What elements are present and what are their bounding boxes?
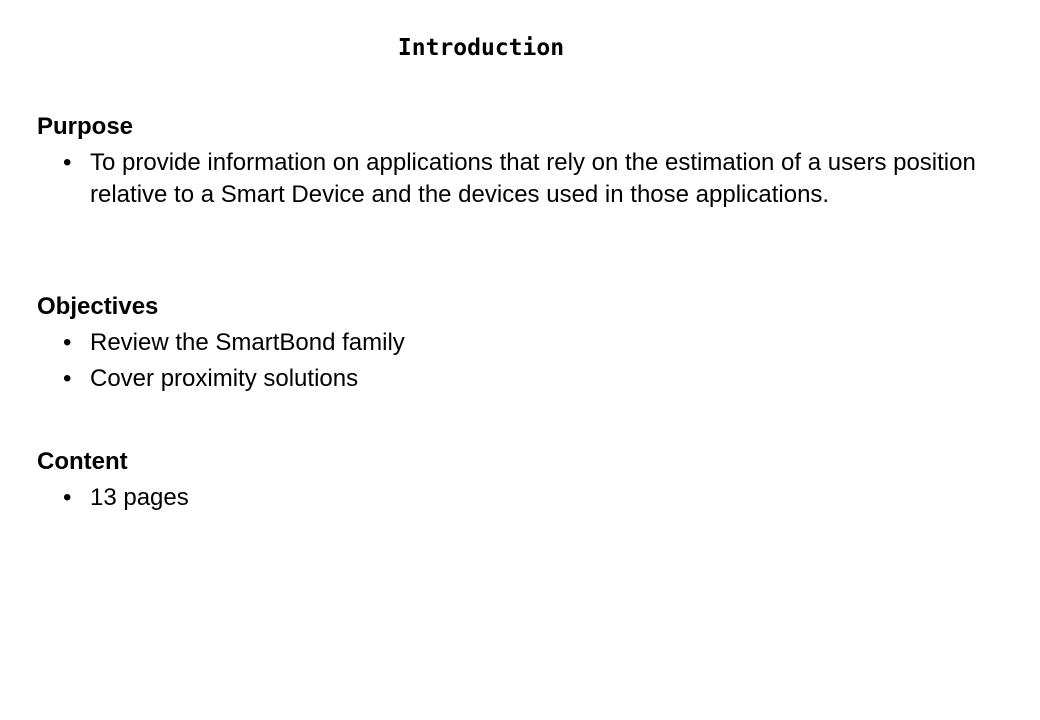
section-objectives	[37, 291, 997, 395]
section-heading-content: Content	[37, 448, 128, 475]
section-heading-purpose: Purpose	[37, 113, 134, 140]
bullet-item: • Cover proximity solutions	[37, 363, 997, 395]
section-content	[37, 446, 997, 514]
page-title: Introduction	[397, 35, 565, 61]
bullet-list-purpose	[37, 147, 997, 211]
bullet-item: • Review the SmartBond family	[37, 327, 997, 359]
bullet-item: • To provide information on applications that rely on the estimation of a users position relative to a Smart Device and the devices used in those applications.	[37, 147, 997, 211]
bullet-list-content	[37, 482, 997, 514]
section-heading-objectives: Objectives	[37, 293, 159, 320]
section-purpose	[37, 111, 997, 211]
bullet-list-objectives	[37, 327, 997, 395]
bullet-item: • 13 pages	[37, 482, 997, 514]
